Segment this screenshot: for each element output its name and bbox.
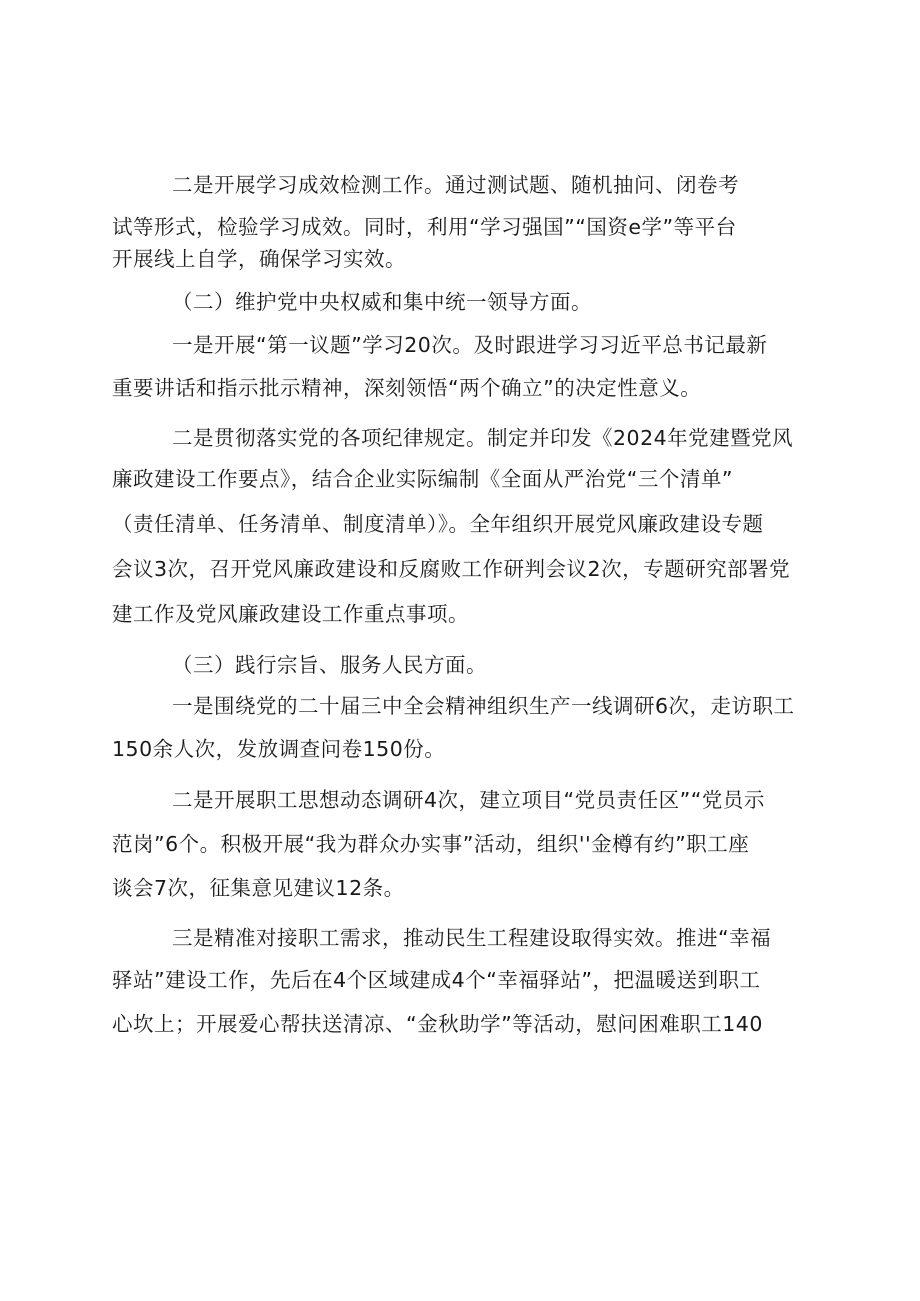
paragraph-line: 一是围绕党的二十届三中全会精神组织生产一线调研6次，走访职工 (172, 694, 795, 718)
paragraph-line: （责任清单、任务清单、制度清单）》。全年组织开展党风廉政建设专题 (112, 512, 764, 536)
paragraph-line: 驿站”建设工作，先后在4个区域建成4个“幸福驿站”，把温暖送到职工 (112, 968, 761, 992)
paragraph-line: 二是开展职工思想动态调研4次，建立项目“党员责任区”“党员示 (172, 788, 765, 812)
paragraph-line: 三是精准对接职工需求，推动民生工程建设取得实效。推进“幸福 (172, 926, 772, 950)
paragraph-line: 廉政建设工作要点》，结合企业实际编制《全面从严治党“三个清单” (112, 467, 733, 491)
paragraph-line: 会议3次，召开党风廉政建设和反腐败工作研判会议2次，专题研究部署党 (112, 557, 791, 581)
paragraph-line: 试等形式，检验学习成效。同时，利用“学习强国”“国资e学”等平台 (112, 215, 737, 239)
paragraph-line: 二是开展学习成效检测工作。通过测试题、随机抽问、闭卷考 (172, 173, 739, 197)
section-heading: （二）维护党中央权威和集中统一领导方面。 (172, 290, 592, 314)
paragraph-line: 二是贯彻落实党的各项纪律规定。制定并印发《2024年党建暨党风 (172, 426, 794, 450)
paragraph-line: 谈会7次，征集意见建议12条。 (112, 876, 405, 900)
paragraph-line: 一是开展“第一议题”学习20次。及时跟进学习习近平总书记最新 (172, 333, 768, 357)
paragraph-line: 150余人次，发放调查问卷150份。 (112, 737, 446, 761)
paragraph-line: 建工作及党风廉政建设工作重点事项。 (112, 602, 469, 626)
paragraph-line: 范岗”6个。积极开展“我为群众办实事”活动，组织''金樽有约”职工座 (112, 832, 750, 856)
section-heading: （三）践行宗旨、服务人民方面。 (172, 653, 487, 677)
paragraph-line: 重要讲话和指示批示精神，深刻领悟“两个确立”的决定性意义。 (112, 376, 702, 400)
paragraph-line: 心坎上；开展爱心帮扶送清凉、“金秋助学”等活动，慰问困难职工140 (112, 1012, 763, 1036)
paragraph-line: 开展线上自学，确保学习实效。 (112, 247, 406, 271)
